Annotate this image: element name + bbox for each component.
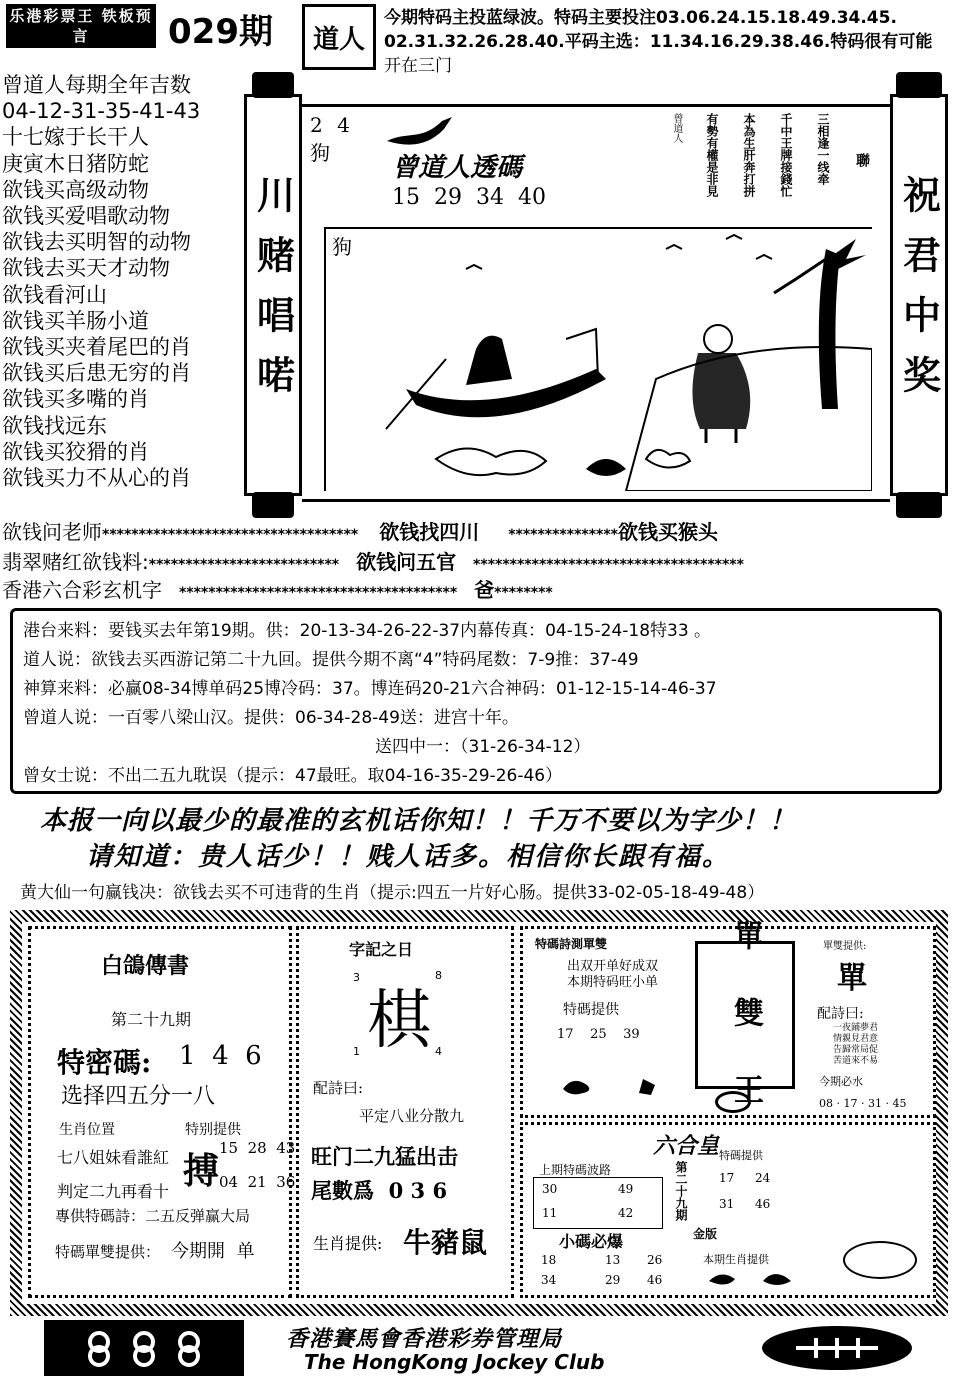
- couplet-line: 有勢有權是非見: [705, 113, 719, 197]
- star-line-1: [2, 516, 718, 545]
- top-line: 02.31.32.26.28.40.平码主选：11.34.16.29.38.46.特码很有可能: [384, 32, 933, 52]
- panel-a-special-sign: 特别提供: [185, 1122, 241, 1138]
- panel-b-title: 字記之日: [349, 940, 414, 959]
- panel-d-last-label: 上期特碼波路: [539, 1163, 612, 1177]
- scroll-left-roller-bottom: [252, 492, 294, 518]
- small-num: 18: [541, 1253, 557, 1267]
- left-line: 欲钱买高级动物: [2, 177, 149, 202]
- star-line-3: [2, 574, 553, 603]
- left-line: 欲钱买夹着尾巴的肖: [2, 335, 191, 360]
- scroll-numbers: 15 29 34 40: [392, 185, 546, 210]
- panel-d-grid: [533, 1177, 663, 1229]
- scroll-center: [302, 104, 890, 502]
- scroll-right-panel: [890, 94, 948, 496]
- right-poem-line: 一夜鋪夢君: [833, 1023, 879, 1033]
- panel-c-nums: 17 25 39: [557, 1027, 640, 1042]
- couplet-line: 本為生肝奔打拼: [742, 113, 756, 197]
- special-num: 24: [755, 1171, 771, 1185]
- left-line: 欲钱买爱唱歌动物: [2, 204, 170, 229]
- panel-c-line2: 本期特码旺小单: [567, 975, 659, 990]
- info-line: 道人说：欲钱去买西游记第二十九回。提供今期不离“4”特码尾数：7-9推：37-49: [23, 650, 639, 670]
- left-line: 欲钱找远东: [2, 413, 107, 438]
- panel-b-corner-bl: 1: [353, 1045, 360, 1058]
- stars: **************************: [148, 557, 340, 573]
- panel-c-right-today: 今期必水: [819, 1075, 863, 1088]
- panel-c-title: 特碼詩測單雙: [535, 937, 608, 951]
- swoosh-icon: [382, 111, 462, 151]
- illustration: [324, 227, 872, 491]
- top-text: [384, 6, 932, 78]
- grid-cell: 30: [542, 1182, 558, 1196]
- stars: *************************************: [473, 557, 744, 573]
- panel-c-box: [695, 920, 795, 1110]
- left-line: 曾道人每期全年吉数: [2, 73, 191, 97]
- flower-icon: [715, 1091, 751, 1113]
- panel-c-right-poem-label: 配詩曰:: [817, 1006, 864, 1022]
- couplet-line: 三相逢一线牵: [816, 113, 830, 185]
- stars: ***************: [508, 527, 619, 543]
- zodiac-animals-icon: [703, 1265, 803, 1289]
- panel-d-small-label: 小碼必爆: [559, 1232, 624, 1251]
- footer-org-en: The HongKong Jockey Club: [304, 1350, 605, 1374]
- grid-cell: 49: [618, 1182, 634, 1196]
- panel-d-gold: 金版: [693, 1227, 718, 1241]
- panel-a-special-label: 特密碼:: [57, 1046, 152, 1079]
- star-text: 香港六合彩玄机字: [2, 578, 162, 602]
- panel-b-char: 棋: [367, 984, 431, 1058]
- couplet-label: 聯: [854, 153, 870, 167]
- panel-c-right-nums: 08 · 17 · 31 · 45: [819, 1097, 907, 1110]
- left-line: 欲钱去买天才动物: [2, 256, 170, 281]
- panel-a-title: 白鴿傳書: [101, 953, 190, 979]
- panel-c-right-char: 單: [837, 961, 867, 996]
- right-poem-line: 告歸常局促: [833, 1045, 879, 1055]
- left-line: 欲钱去买明智的动物: [2, 230, 191, 255]
- left-line: 庚寅木日猪防蛇: [2, 151, 149, 176]
- panel-c: [520, 920, 936, 1118]
- star-text: 欲钱问五官: [356, 550, 457, 574]
- panel-b-zodiac-label: 生肖提供:: [313, 1234, 383, 1253]
- small-num: 26: [647, 1253, 663, 1267]
- panel-a-period: 第二十九期: [111, 1010, 192, 1029]
- panel-a-nums1: 15 28 43: [219, 1139, 296, 1157]
- panel-c-right-poem: [833, 1023, 878, 1067]
- special-num: 17: [719, 1171, 735, 1185]
- info-box: [10, 608, 942, 794]
- scroll-zodiac-mid: 狗: [332, 235, 352, 259]
- panel-a-bo: 搏: [183, 1150, 220, 1192]
- panel-d-title: 六合皇: [653, 1133, 720, 1159]
- star-text: 爸: [474, 578, 495, 602]
- panel-c-line1: 出双开单好成双: [567, 959, 659, 974]
- panel-b-zodiac: 牛豬鼠: [403, 1226, 488, 1259]
- badge-text: 道人: [312, 24, 365, 55]
- couplet-line: 曾道人: [671, 113, 682, 143]
- grid-cell: 42: [618, 1206, 634, 1220]
- stars: **************************************: [178, 585, 458, 601]
- logo: [6, 4, 156, 48]
- special-num: 46: [755, 1197, 771, 1211]
- jockey-club-emblem-icon: [792, 1336, 882, 1360]
- left-column: [2, 72, 200, 491]
- panel-d-zodiac-label: 本期生肖提供: [703, 1253, 769, 1266]
- special-num: 31: [719, 1197, 735, 1211]
- panel-a-special-value: 1 4 6: [179, 1041, 262, 1071]
- panel-a: [28, 926, 296, 1298]
- star-line-2: [2, 546, 744, 575]
- slogan-2: 请知道：贵人话少！！贱人话多。相信你长跟有福。: [86, 842, 731, 872]
- small-num: 46: [647, 1273, 663, 1287]
- fishing-scene-icon: [326, 229, 872, 491]
- right-poem-line: 情親見君意: [833, 1034, 879, 1044]
- slogan-1: 本报一向以最少的最准的玄机话你知！！千万不要以为字少！！: [40, 806, 797, 836]
- panel-d-issue: 第二十九期: [674, 1161, 688, 1221]
- panel-c-provide: 特碼提供: [563, 1002, 619, 1018]
- scroll-zodiac-top: 狗: [310, 141, 330, 165]
- left-line: 欲钱买狡猾的肖: [2, 439, 149, 464]
- issue-number: 029期: [168, 12, 273, 52]
- small-num: 13: [605, 1253, 621, 1267]
- star-text: 欲钱买猴头: [618, 520, 719, 544]
- left-line: 04-12-31-35-41-43: [2, 99, 201, 124]
- animals-icon: [553, 1069, 673, 1099]
- info-line: 送四中一：（31-26-34-12）: [375, 737, 591, 757]
- stars: ***********************************: [102, 527, 359, 543]
- star-text: 翡翠赌红欲钱料:: [2, 550, 149, 574]
- left-line: 欲钱看河山: [2, 282, 107, 307]
- knot-icon: [69, 1328, 219, 1368]
- panel-b-poem-label: 配詩曰:: [313, 1079, 364, 1097]
- small-num: 29: [605, 1273, 621, 1287]
- top-line: 开在三门: [384, 56, 452, 76]
- scroll-left-text: 川赌唱喏: [250, 175, 296, 415]
- left-line: 欲钱买力不从心的肖: [2, 466, 191, 491]
- panel-a-dan-value: 今期開 单: [171, 1241, 255, 1262]
- panel-b-wei: 尾數爲 0 3 6: [311, 1178, 448, 1203]
- info-line: 曾女士说：不出二五九耽误（提示：47最旺。取04-16-35-29-26-46）: [23, 766, 563, 786]
- left-line: 欲钱买多嘴的肖: [2, 387, 149, 412]
- right-poem-line: 苦道來不易: [833, 1056, 879, 1066]
- panel-b-corner-tl: 3: [353, 971, 360, 984]
- scroll-top-numbers: 2 4: [310, 113, 354, 137]
- huang-line: 黄大仙一句赢钱决：欲钱去买不可违背的生肖（提示:四五一片好心肠。提供33-02-05-18-49-48）: [20, 883, 765, 903]
- scroll-left-panel: [244, 94, 302, 496]
- left-line: 欲钱买羊肠小道: [2, 308, 149, 333]
- star-text: 欲钱找四川: [379, 520, 480, 544]
- scroll: [244, 72, 950, 520]
- left-line: 欲钱买后患无穷的肖: [2, 361, 191, 386]
- panel-a-position-label: 生肖位置: [59, 1122, 115, 1138]
- panel-a-poem: 專供特碼詩：二五反弹赢大局: [55, 1207, 251, 1225]
- grid-cell: 11: [542, 1206, 558, 1220]
- panel-a-pos2: 判定二九再看十: [57, 1182, 170, 1201]
- couplet: [632, 113, 872, 213]
- top-line: 今期特码主投蓝绿波。特码主要投注03.06.24.15.18.49.34.45.: [384, 8, 897, 28]
- panel-a-nums2: 04 21 36: [219, 1173, 296, 1191]
- scroll-right-text: 祝君中奖: [896, 175, 942, 415]
- footer-logo-left: [44, 1320, 244, 1376]
- panel-c-right-title: 單雙提供:: [823, 941, 867, 952]
- panel-a-pos1: 七八姐妹看誰紅: [57, 1148, 170, 1167]
- panel-d-special-label: 特碼提供: [719, 1149, 763, 1162]
- daoren-badge: [302, 4, 376, 70]
- panel-a-dan-label: 特碼單雙提供：: [55, 1243, 161, 1261]
- panel-b: [296, 926, 514, 1298]
- footer-logo-right: [762, 1326, 912, 1370]
- panel-b-wang: 旺门二九猛出击: [311, 1145, 458, 1169]
- info-line: 港台来料：要钱买去年第19期。供：20-13-34-26-22-37内幕传真：04-15-24-18特33 。: [23, 621, 712, 641]
- info-line: 神算来料：必赢08-34博单码25博冷码：37。博连码20-21六合神码：01-12-15-14-46-37: [23, 679, 717, 699]
- couplet-line: 千中王牌接錢忙: [779, 113, 793, 197]
- logo-text: 乐港彩票王 铁板预言: [9, 7, 153, 45]
- panel-b-corner-tr: 8: [435, 969, 442, 982]
- panel-d: [520, 1122, 936, 1298]
- stars: ********: [494, 585, 553, 601]
- scroll-right-roller-bottom: [896, 492, 942, 518]
- panel-b-corner-br: 4: [435, 1045, 442, 1058]
- panel-b-poem: 平定八业分散九: [359, 1107, 465, 1125]
- panel-c-box-text: 單 雙 王: [728, 920, 763, 1110]
- star-text: 欲钱问老师: [2, 520, 102, 544]
- panel-a-choose: 选择四五分一八: [61, 1084, 216, 1109]
- scroll-title: 曾道人透碼: [392, 153, 523, 183]
- left-line: 十七嫁于长干人: [2, 125, 149, 150]
- panel-d-seal: [843, 1241, 917, 1279]
- small-num: 34: [541, 1273, 557, 1287]
- info-line: 曾道人说：一百零八梁山汉。提供：06-34-28-49送：进宫十年。: [23, 708, 519, 728]
- footer-org-cn: 香港賽馬會香港彩券管理局: [286, 1326, 563, 1352]
